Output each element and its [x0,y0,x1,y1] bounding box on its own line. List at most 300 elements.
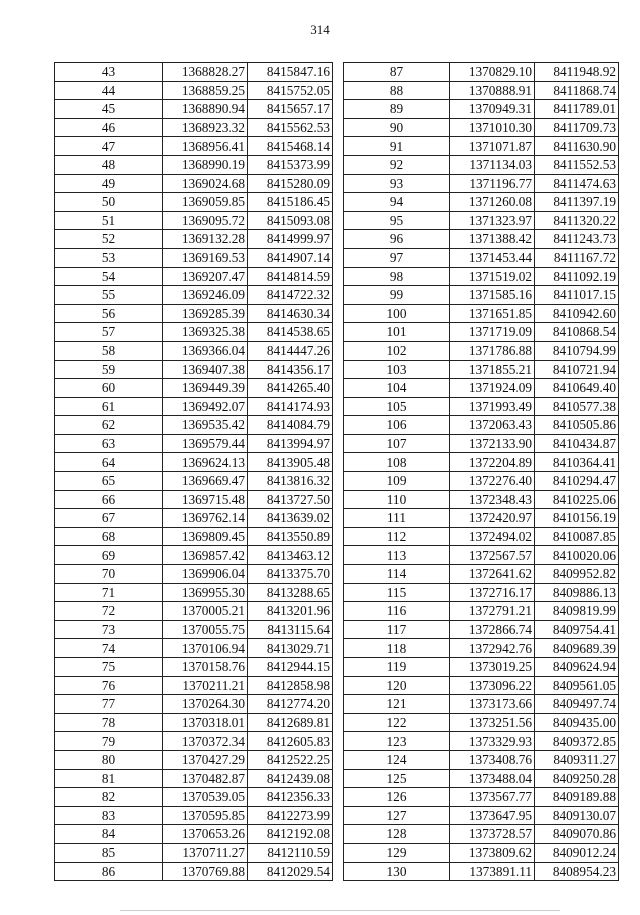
y-coordinate-cell: 8412522.25 [248,750,333,769]
point-number-cell: 130 [344,862,450,881]
y-coordinate-cell: 8409561.05 [535,676,619,695]
point-number-cell: 91 [344,137,450,156]
table-row [344,639,619,658]
y-coordinate-cell: 8409624.94 [535,658,619,677]
table-row [344,676,619,695]
x-coordinate-cell: 1371651.85 [450,304,535,323]
table-row [344,565,619,584]
table-row [344,843,619,862]
point-number-cell: 107 [344,434,450,453]
y-coordinate-cell: 8409497.74 [535,695,619,714]
y-coordinate-cell: 8414174.93 [248,397,333,416]
x-coordinate-cell: 1370888.91 [450,81,535,100]
y-coordinate-cell: 8409435.00 [535,713,619,732]
table-row [344,267,619,286]
x-coordinate-cell: 1372942.76 [450,639,535,658]
x-coordinate-cell: 1373647.95 [450,806,535,825]
x-coordinate-cell: 1368956.41 [163,137,248,156]
x-coordinate-cell: 1369132.28 [163,230,248,249]
x-coordinate-cell: 1369407.38 [163,360,248,379]
y-coordinate-cell: 8414538.65 [248,323,333,342]
point-number-cell: 59 [55,360,163,379]
table-row [344,360,619,379]
point-number-cell: 121 [344,695,450,714]
point-number-cell: 92 [344,155,450,174]
y-coordinate-cell: 8414447.26 [248,341,333,360]
table-row [55,583,333,602]
x-coordinate-cell: 1368828.27 [163,63,248,82]
point-number-cell: 43 [55,63,163,82]
table-row [55,490,333,509]
x-coordinate-cell: 1372567.57 [450,546,535,565]
table-row [55,453,333,472]
x-coordinate-cell: 1370055.75 [163,620,248,639]
y-coordinate-cell: 8412689.81 [248,713,333,732]
x-coordinate-cell: 1368990.19 [163,155,248,174]
table-row [55,211,333,230]
x-coordinate-cell: 1370829.10 [450,63,535,82]
y-coordinate-cell: 8414907.14 [248,248,333,267]
point-number-cell: 116 [344,602,450,621]
table-row [55,63,333,82]
point-number-cell: 88 [344,81,450,100]
point-number-cell: 76 [55,676,163,695]
y-coordinate-cell: 8413029.71 [248,639,333,658]
y-coordinate-cell: 8412273.99 [248,806,333,825]
x-coordinate-cell: 1371260.08 [450,193,535,212]
point-number-cell: 69 [55,546,163,565]
y-coordinate-cell: 8413816.32 [248,472,333,491]
x-coordinate-cell: 1370264.30 [163,695,248,714]
point-number-cell: 79 [55,732,163,751]
y-coordinate-cell: 8411397.19 [535,193,619,212]
table-row [344,825,619,844]
x-coordinate-cell: 1369715.48 [163,490,248,509]
point-number-cell: 118 [344,639,450,658]
y-coordinate-cell: 8414999.97 [248,230,333,249]
x-coordinate-cell: 1372866.74 [450,620,535,639]
x-coordinate-cell: 1373488.04 [450,769,535,788]
table-row [344,304,619,323]
table-row [55,286,333,305]
x-coordinate-cell: 1372420.97 [450,509,535,528]
point-number-cell: 83 [55,806,163,825]
point-number-cell: 60 [55,379,163,398]
y-coordinate-cell: 8409012.24 [535,843,619,862]
table-row [55,100,333,119]
x-coordinate-cell: 1373173.66 [450,695,535,714]
y-coordinate-cell: 8411092.19 [535,267,619,286]
y-coordinate-cell: 8411320.22 [535,211,619,230]
x-coordinate-cell: 1372494.02 [450,527,535,546]
x-coordinate-cell: 1370949.31 [450,100,535,119]
point-number-cell: 72 [55,602,163,621]
point-number-cell: 52 [55,230,163,249]
table-row [344,453,619,472]
point-number-cell: 57 [55,323,163,342]
y-coordinate-cell: 8415468.14 [248,137,333,156]
x-coordinate-cell: 1370769.88 [163,862,248,881]
table-row [55,193,333,212]
point-number-cell: 53 [55,248,163,267]
point-number-cell: 123 [344,732,450,751]
point-number-cell: 71 [55,583,163,602]
y-coordinate-cell: 8409189.88 [535,788,619,807]
table-row [344,118,619,137]
y-coordinate-cell: 8410942.60 [535,304,619,323]
x-coordinate-cell: 1371453.44 [450,248,535,267]
x-coordinate-cell: 1371924.09 [450,379,535,398]
y-coordinate-cell: 8411552.53 [535,155,619,174]
y-coordinate-cell: 8411243.73 [535,230,619,249]
y-coordinate-cell: 8410364.41 [535,453,619,472]
point-number-cell: 46 [55,118,163,137]
table-row [344,323,619,342]
y-coordinate-cell: 8409689.39 [535,639,619,658]
x-coordinate-cell: 1370711.27 [163,843,248,862]
y-coordinate-cell: 8412858.98 [248,676,333,695]
point-number-cell: 98 [344,267,450,286]
y-coordinate-cell: 8409819.99 [535,602,619,621]
x-coordinate-cell: 1369095.72 [163,211,248,230]
point-number-cell: 47 [55,137,163,156]
point-number-cell: 74 [55,639,163,658]
point-number-cell: 125 [344,769,450,788]
table-row [55,806,333,825]
table-row [55,397,333,416]
table-row [344,397,619,416]
x-coordinate-cell: 1369024.68 [163,174,248,193]
coordinates-table-right [343,62,619,881]
point-number-cell: 49 [55,174,163,193]
x-coordinate-cell: 1369809.45 [163,527,248,546]
x-coordinate-cell: 1373096.22 [450,676,535,695]
table-row [55,713,333,732]
point-number-cell: 89 [344,100,450,119]
x-coordinate-cell: 1369624.13 [163,453,248,472]
x-coordinate-cell: 1372204.89 [450,453,535,472]
point-number-cell: 99 [344,286,450,305]
x-coordinate-cell: 1368923.32 [163,118,248,137]
x-coordinate-cell: 1371323.97 [450,211,535,230]
x-coordinate-cell: 1370106.94 [163,639,248,658]
point-number-cell: 105 [344,397,450,416]
y-coordinate-cell: 8411630.90 [535,137,619,156]
x-coordinate-cell: 1369906.04 [163,565,248,584]
y-coordinate-cell: 8412029.54 [248,862,333,881]
x-coordinate-cell: 1373728.57 [450,825,535,844]
point-number-cell: 112 [344,527,450,546]
table-row [344,100,619,119]
x-coordinate-cell: 1370005.21 [163,602,248,621]
point-number-cell: 97 [344,248,450,267]
y-coordinate-cell: 8413201.96 [248,602,333,621]
point-number-cell: 93 [344,174,450,193]
y-coordinate-cell: 8410577.38 [535,397,619,416]
table-row [55,304,333,323]
point-number-cell: 55 [55,286,163,305]
point-number-cell: 128 [344,825,450,844]
table-row [55,81,333,100]
table-row [344,862,619,881]
y-coordinate-cell: 8409952.82 [535,565,619,584]
y-coordinate-cell: 8411868.74 [535,81,619,100]
table-row [344,155,619,174]
point-number-cell: 61 [55,397,163,416]
table-row [55,434,333,453]
point-number-cell: 126 [344,788,450,807]
table-row [344,137,619,156]
y-coordinate-cell: 8413639.02 [248,509,333,528]
table-row [344,620,619,639]
point-number-cell: 85 [55,843,163,862]
point-number-cell: 48 [55,155,163,174]
point-number-cell: 102 [344,341,450,360]
point-number-cell: 66 [55,490,163,509]
table-row [55,843,333,862]
y-coordinate-cell: 8409372.85 [535,732,619,751]
x-coordinate-cell: 1370482.87 [163,769,248,788]
y-coordinate-cell: 8412110.59 [248,843,333,862]
x-coordinate-cell: 1372716.17 [450,583,535,602]
point-number-cell: 44 [55,81,163,100]
x-coordinate-cell: 1369492.07 [163,397,248,416]
x-coordinate-cell: 1371388.42 [450,230,535,249]
table-row [55,732,333,751]
y-coordinate-cell: 8410225.06 [535,490,619,509]
point-number-cell: 81 [55,769,163,788]
table-row [55,546,333,565]
x-coordinate-cell: 1369669.47 [163,472,248,491]
x-coordinate-cell: 1369955.30 [163,583,248,602]
y-coordinate-cell: 8415847.16 [248,63,333,82]
table-row [344,193,619,212]
point-number-cell: 58 [55,341,163,360]
point-number-cell: 90 [344,118,450,137]
x-coordinate-cell: 1370653.26 [163,825,248,844]
x-coordinate-cell: 1371786.88 [450,341,535,360]
table-row [55,658,333,677]
table-row [344,788,619,807]
table-row [55,137,333,156]
coordinates-table-left [54,62,333,881]
table-row [55,620,333,639]
x-coordinate-cell: 1371134.03 [450,155,535,174]
point-number-cell: 67 [55,509,163,528]
point-number-cell: 75 [55,658,163,677]
table-row [344,434,619,453]
table-row [55,788,333,807]
y-coordinate-cell: 8414722.32 [248,286,333,305]
point-number-cell: 104 [344,379,450,398]
table-row [344,81,619,100]
point-number-cell: 114 [344,565,450,584]
table-row [344,230,619,249]
table-row [55,862,333,881]
point-number-cell: 95 [344,211,450,230]
page-number: 314 [310,22,330,37]
table-row [344,602,619,621]
table-row [344,286,619,305]
table-row [55,155,333,174]
point-number-cell: 129 [344,843,450,862]
y-coordinate-cell: 8413375.70 [248,565,333,584]
y-coordinate-cell: 8408954.23 [535,862,619,881]
table-row [55,472,333,491]
x-coordinate-cell: 1371010.30 [450,118,535,137]
x-coordinate-cell: 1373251.56 [450,713,535,732]
y-coordinate-cell: 8412944.15 [248,658,333,677]
x-coordinate-cell: 1371855.21 [450,360,535,379]
y-coordinate-cell: 8410020.06 [535,546,619,565]
x-coordinate-cell: 1371196.77 [450,174,535,193]
x-coordinate-cell: 1369762.14 [163,509,248,528]
table-row [55,527,333,546]
table-row [55,676,333,695]
table-row [344,583,619,602]
point-number-cell: 106 [344,416,450,435]
y-coordinate-cell: 8410156.19 [535,509,619,528]
y-coordinate-cell: 8410087.85 [535,527,619,546]
y-coordinate-cell: 8411167.72 [535,248,619,267]
table-row [344,695,619,714]
x-coordinate-cell: 1373329.93 [450,732,535,751]
point-number-cell: 86 [55,862,163,881]
y-coordinate-cell: 8413550.89 [248,527,333,546]
point-number-cell: 45 [55,100,163,119]
y-coordinate-cell: 8413463.12 [248,546,333,565]
point-number-cell: 65 [55,472,163,491]
table-row [55,323,333,342]
x-coordinate-cell: 1371585.16 [450,286,535,305]
table-row [344,806,619,825]
y-coordinate-cell: 8409311.27 [535,750,619,769]
table-row [55,565,333,584]
y-coordinate-cell: 8414084.79 [248,416,333,435]
table-row [55,341,333,360]
y-coordinate-cell: 8415186.45 [248,193,333,212]
y-coordinate-cell: 8410721.94 [535,360,619,379]
y-coordinate-cell: 8414630.34 [248,304,333,323]
y-coordinate-cell: 8415657.17 [248,100,333,119]
x-coordinate-cell: 1370211.21 [163,676,248,695]
point-number-cell: 108 [344,453,450,472]
y-coordinate-cell: 8412605.83 [248,732,333,751]
y-coordinate-cell: 8414814.59 [248,267,333,286]
point-number-cell: 124 [344,750,450,769]
point-number-cell: 117 [344,620,450,639]
point-number-cell: 68 [55,527,163,546]
y-coordinate-cell: 8413115.64 [248,620,333,639]
y-coordinate-cell: 8409250.28 [535,769,619,788]
table-row [344,379,619,398]
point-number-cell: 122 [344,713,450,732]
point-number-cell: 101 [344,323,450,342]
point-number-cell: 70 [55,565,163,584]
point-number-cell: 80 [55,750,163,769]
x-coordinate-cell: 1370595.85 [163,806,248,825]
y-coordinate-cell: 8413905.48 [248,453,333,472]
x-coordinate-cell: 1370372.34 [163,732,248,751]
table-row [344,248,619,267]
table-row [344,658,619,677]
y-coordinate-cell: 8414265.40 [248,379,333,398]
x-coordinate-cell: 1369325.38 [163,323,248,342]
point-number-cell: 78 [55,713,163,732]
point-number-cell: 96 [344,230,450,249]
y-coordinate-cell: 8414356.17 [248,360,333,379]
x-coordinate-cell: 1370318.01 [163,713,248,732]
table-row [55,174,333,193]
x-coordinate-cell: 1369366.04 [163,341,248,360]
table-row [55,248,333,267]
table-row [55,379,333,398]
y-coordinate-cell: 8411017.15 [535,286,619,305]
x-coordinate-cell: 1371519.02 [450,267,535,286]
x-coordinate-cell: 1373019.25 [450,658,535,677]
table-row [344,211,619,230]
x-coordinate-cell: 1369535.42 [163,416,248,435]
y-coordinate-cell: 8410505.86 [535,416,619,435]
table-row [55,750,333,769]
point-number-cell: 56 [55,304,163,323]
point-number-cell: 63 [55,434,163,453]
point-number-cell: 84 [55,825,163,844]
point-number-cell: 77 [55,695,163,714]
y-coordinate-cell: 8411948.92 [535,63,619,82]
table-row [344,472,619,491]
x-coordinate-cell: 1369059.85 [163,193,248,212]
y-coordinate-cell: 8415280.09 [248,174,333,193]
point-number-cell: 82 [55,788,163,807]
x-coordinate-cell: 1369246.09 [163,286,248,305]
table-row [55,639,333,658]
point-number-cell: 62 [55,416,163,435]
x-coordinate-cell: 1369857.42 [163,546,248,565]
x-coordinate-cell: 1373567.77 [450,788,535,807]
y-coordinate-cell: 8409070.86 [535,825,619,844]
point-number-cell: 115 [344,583,450,602]
y-coordinate-cell: 8410434.87 [535,434,619,453]
y-coordinate-cell: 8412439.08 [248,769,333,788]
point-number-cell: 54 [55,267,163,286]
y-coordinate-cell: 8413727.50 [248,490,333,509]
point-number-cell: 127 [344,806,450,825]
x-coordinate-cell: 1373891.11 [450,862,535,881]
x-coordinate-cell: 1372348.43 [450,490,535,509]
point-number-cell: 110 [344,490,450,509]
y-coordinate-cell: 8409130.07 [535,806,619,825]
table-row [344,490,619,509]
x-coordinate-cell: 1370427.29 [163,750,248,769]
y-coordinate-cell: 8411709.73 [535,118,619,137]
x-coordinate-cell: 1370539.05 [163,788,248,807]
y-coordinate-cell: 8410794.99 [535,341,619,360]
x-coordinate-cell: 1369579.44 [163,434,248,453]
table-row [55,695,333,714]
x-coordinate-cell: 1372063.43 [450,416,535,435]
table-row [344,174,619,193]
y-coordinate-cell: 8415752.05 [248,81,333,100]
point-number-cell: 100 [344,304,450,323]
y-coordinate-cell: 8411789.01 [535,100,619,119]
table-row [344,750,619,769]
table-row [55,509,333,528]
point-number-cell: 51 [55,211,163,230]
table-row [344,509,619,528]
x-coordinate-cell: 1370158.76 [163,658,248,677]
table-row [55,602,333,621]
